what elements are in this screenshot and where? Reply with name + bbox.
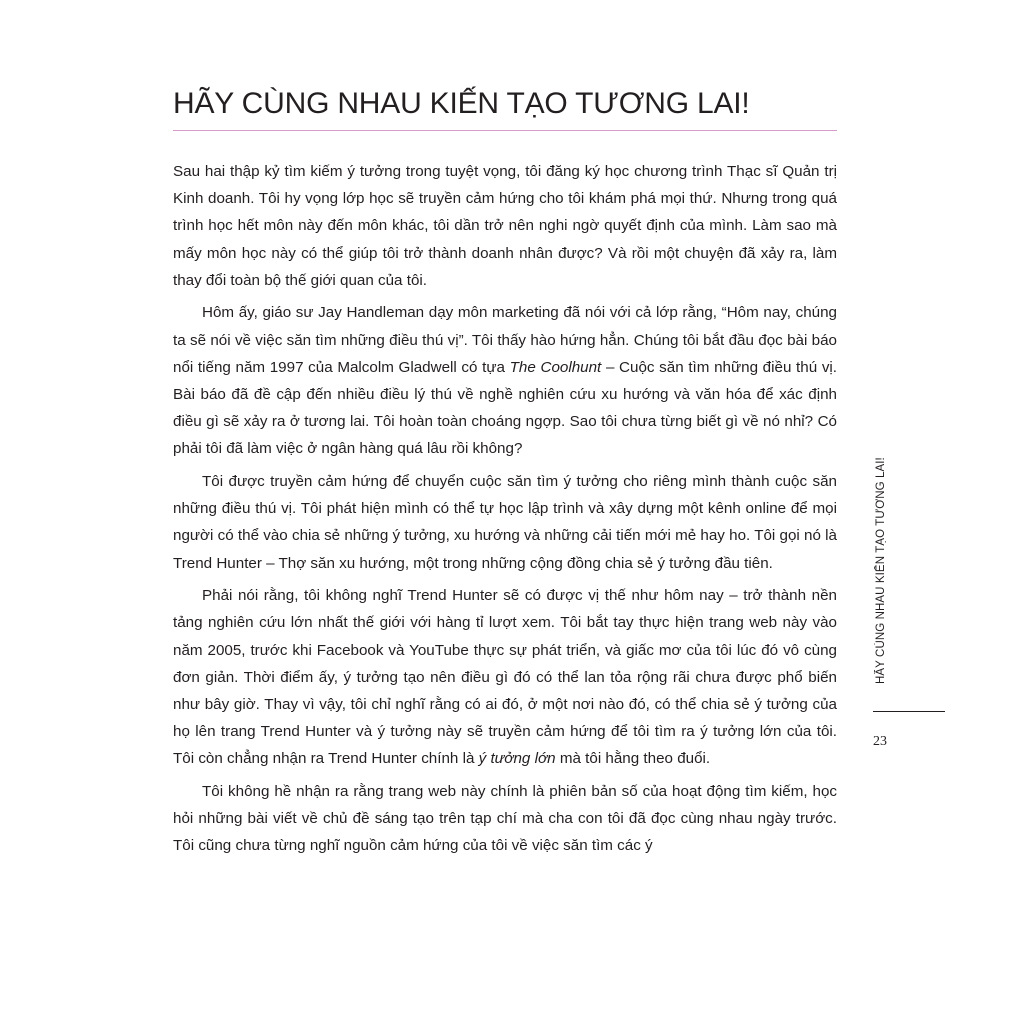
running-header-divider [873,711,945,712]
paragraph-4-text: Phải nói rằng, tôi không nghĩ Trend Hunter sẽ có được vị thế như hôm nay – trở thành nền tảng nghiên cứu lớn nhất thế giới với hàng tỉ lượt xem. Tôi bắt tay thực hiện trang web này vào năm 2005, trước khi Facebook và YouTube thực sự phát triển, và giấc mơ của tôi lúc đó vô cùng đơn giản. Thời điểm ấy, ý tưởng tạo nên điều gì đó có thể lan tỏa rộng rãi chưa được phổ biến như bây giờ. Thay vì vậy, tôi chỉ nghĩ rằng có ai đó, ở một nơi nào đó, có thể chia sẻ ý tưởng của họ lên trang Trend Hunter và ý tưởng này sẽ truyền cảm hứng để tôi tìm ra ý tưởng lớn của tôi. Tôi còn chẳng nhận ra Trend Hunter chính là [173,587,837,768]
page-number: 23 [873,734,887,749]
paragraph-2 [173,299,837,462]
article-title: The Coolhunt [509,358,602,376]
emphasis-big-idea: ý tưởng lớn [478,750,556,768]
running-header: HÃY CÙNG NHAU KIẾN TẠO TƯƠNG LAI! [875,457,887,684]
paragraph-4-text-end: mà tôi hằng theo đuổi. [555,750,711,768]
paragraph-2-text: Hôm ấy, giáo sư Jay Handleman dạy môn marketing đã nói với cả lớp rằng, “Hôm nay, chúng ta sẽ nói về việc săn tìm những điều thú vị”. Tôi thấy hào hứng hẳn. Chúng tôi bắt đầu đọc bài báo nổi tiếng năm 1997 của Malcolm Gladwell có tựa [173,304,837,376]
paragraph-5: Tôi không hề nhận ra rằng trang web này chính là phiên bản số của hoạt động tìm kiếm, học hỏi những bài viết về chủ đề sáng tạo trên tạp chí mà cha con tôi đã đọc cùng nhau ngày trước. Tôi cũng chưa từng nghĩ nguồn cảm hứng của tôi về việc săn tìm các ý [173,783,837,855]
page-title: HÃY CÙNG NHAU KIẾN TẠO TƯƠNG LAI! [173,87,750,120]
title-divider [173,130,837,131]
paragraph-1: Sau hai thập kỷ tìm kiếm ý tưởng trong tuyệt vọng, tôi đăng ký học chương trình Thạc sĩ Quản trị Kinh doanh. Tôi hy vọng lớp học sẽ truyền cảm hứng cho tôi khám phá mọi thứ. Nhưng trong quá trình học hết môn này đến môn khác, tôi dần trở nên nghi ngờ quyết định của mình. Làm sao mà mấy môn học này có thể giúp tôi trở thành doanh nhân được? Và rồi một chuyện đã xảy ra, làm thay đổi toàn bộ thế giới quan của tôi. [173,163,837,289]
paragraph-3: Tôi được truyền cảm hứng để chuyển cuộc săn tìm ý tưởng cho riêng mình thành cuộc săn những điều thú vị. Tôi phát hiện mình có thể tự học lập trình và xây dựng một kênh online để mọi người có thể vào chia sẻ những ý tưởng, xu hướng và những cải tiến mới mẻ hay ho. Tôi gọi nó là Trend Hunter – Thợ săn xu hướng, một trong những cộng đồng chia sẻ ý tưởng đầu tiên. [173,473,837,572]
paragraph-2-text-end: – Cuộc săn tìm những điều thú vị. Bài báo đã đề cập đến nhiều điều lý thú về nghề nghiên cứu xu hướng và văn hóa để xác định điều gì sẽ xảy ra ở tương lai. Tôi hoàn toàn choáng ngợp. Sao tôi chưa từng biết gì về nó nhỉ? Có phải tôi đã làm việc ở ngân hàng quá lâu rồi không? [173,358,838,458]
body-text [173,158,837,865]
paragraph-4 [173,582,837,772]
